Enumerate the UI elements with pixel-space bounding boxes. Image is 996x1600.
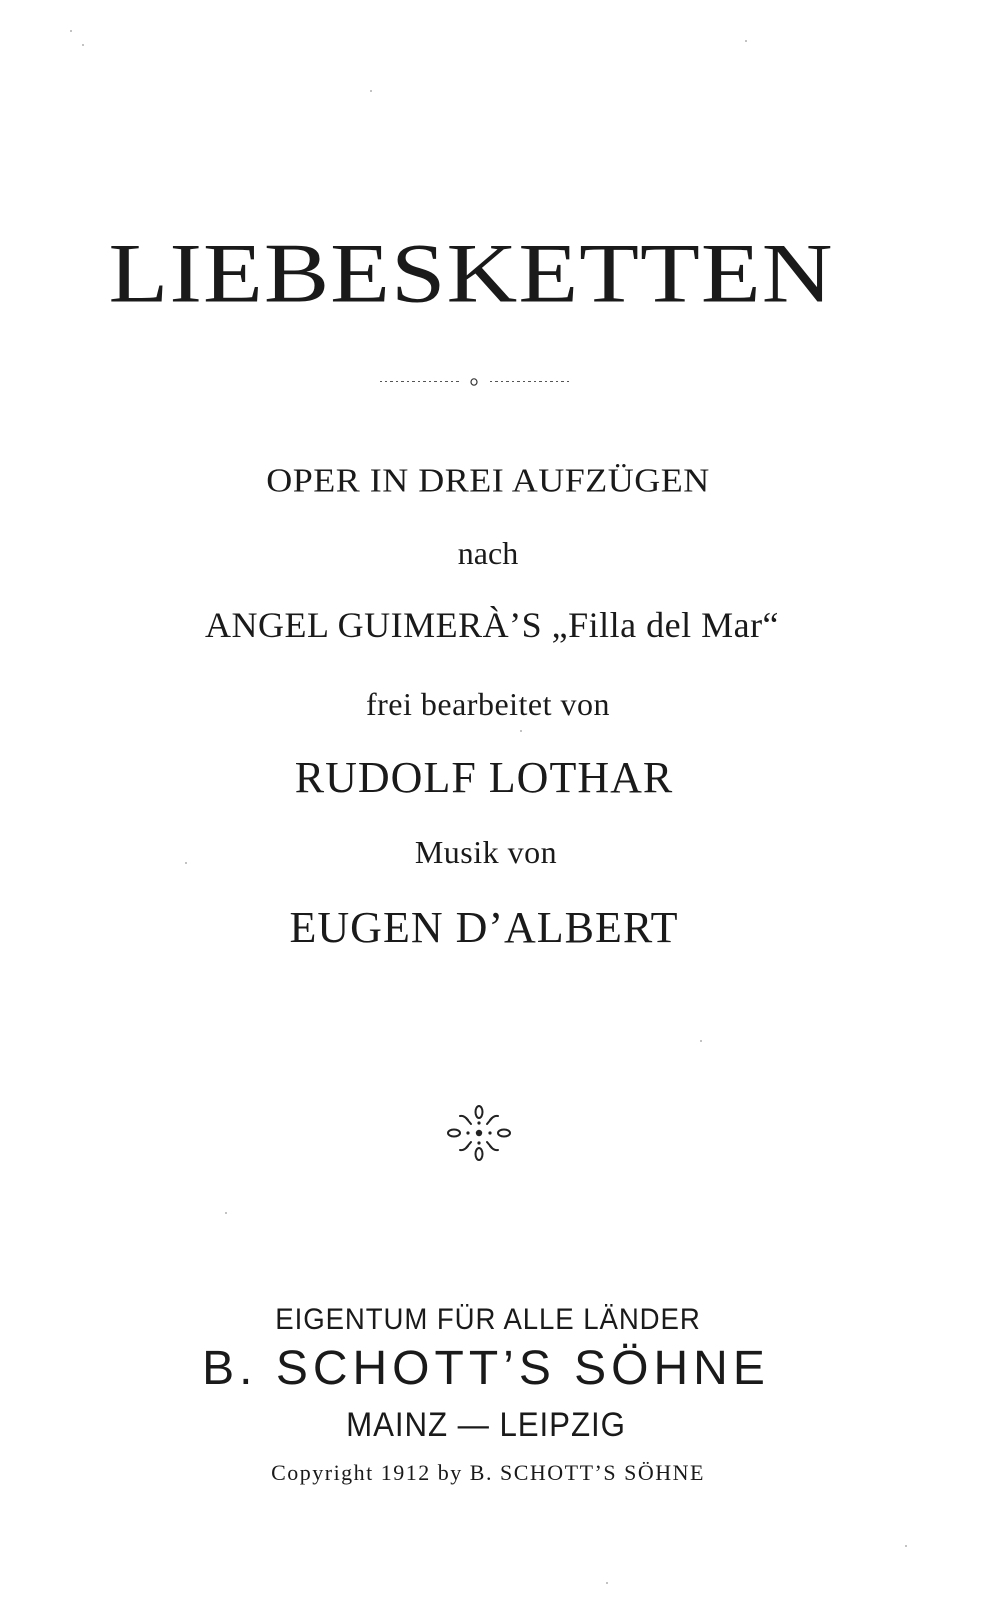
dotted-rule-icon	[380, 378, 576, 386]
adapted-by-label: frei bearbeitet von	[365, 686, 611, 722]
paper-speck	[70, 30, 72, 32]
paper-speck	[185, 862, 187, 864]
paper-speck	[745, 40, 747, 42]
floral-ornament-icon	[446, 1104, 512, 1162]
paper-speck	[370, 90, 372, 92]
publisher-cities: MAINZ — LEIPZIG	[346, 1406, 626, 1444]
paper-speck	[905, 1545, 907, 1547]
paper-speck	[225, 1212, 227, 1214]
publisher-name: B. SCHOTT’S SÖHNE	[202, 1342, 770, 1395]
source-work: ANGEL GUIMERÀ’S „Filla del Mar“	[204, 605, 780, 645]
rights-notice: EIGENTUM FÜR ALLE LÄNDER	[275, 1303, 701, 1336]
after-label: nach	[457, 535, 519, 571]
composer-name: EUGEN D’ALBERT	[289, 903, 679, 952]
paper-speck	[700, 1040, 702, 1042]
paper-speck	[606, 1582, 608, 1584]
opera-subtitle: OPER IN DREI AUFZÜGEN	[266, 461, 710, 499]
paper-speck	[520, 730, 522, 732]
music-by-label: Musik von	[414, 834, 558, 870]
paper-speck	[82, 44, 84, 46]
librettist-name: RUDOLF LOTHAR	[294, 753, 674, 802]
opera-title: LIEBESKETTEN	[108, 227, 834, 321]
copyright-notice: Copyright 1912 by B. SCHOTT’S SÖHNE	[271, 1460, 705, 1485]
